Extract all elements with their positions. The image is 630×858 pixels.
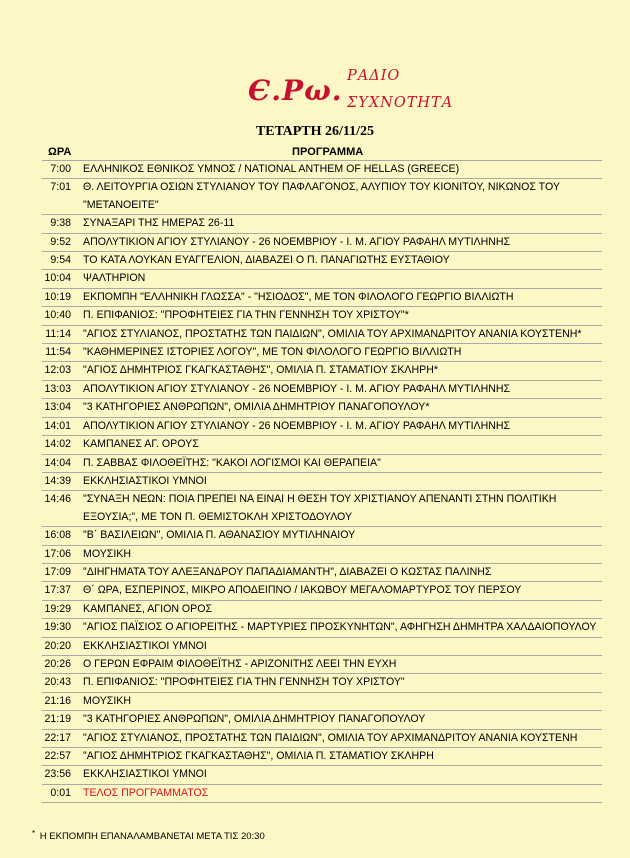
row-time: 22:57 — [44, 750, 71, 762]
row-time: 9:54 — [50, 254, 71, 267]
row-time: 11:14 — [45, 327, 71, 340]
schedule-row — [42, 619, 602, 637]
schedule-row — [42, 381, 602, 399]
row-program: ΕΛΛΗΝΙΚΟΣ ΕΘΝΙΚΟΣ ΥΜΝΟΣ / NATIONAL ANTHEM OF HELLAS (GREECE) — [83, 163, 460, 175]
footnote — [32, 829, 265, 842]
row-time: 13:04 — [44, 401, 71, 414]
time-column-header: ΩΡΑ — [48, 146, 72, 158]
schedule-row — [42, 179, 602, 215]
row-program: "ΑΓΙΟΣ ΣΤΥΛΙΑΝΟΣ, ΠΡΟΣΤΑΤΗΣ ΤΩΝ ΠΑΙΔΙΩΝ", ΟΜΙΛΙΑ ΤΟΥ ΑΡΧΙΜΑΝΔΡΙΤΟΥ ΑΝΑΝΙΑ ΚΟΥΣΤΕΝΗ — [83, 731, 578, 744]
row-program: ΕΚΚΛΗΣΙΑΣΤΙΚΟΙ ΥΜΝΟΙ — [83, 474, 207, 487]
row-time: 17:06 — [44, 547, 71, 560]
schedule-row — [42, 491, 602, 527]
footnote-asterisk: * — [32, 829, 36, 838]
schedule-row — [42, 362, 602, 380]
schedule-row — [42, 748, 602, 766]
row-time: 21:16 — [44, 694, 71, 707]
row-program: "3 ΚΑΤΗΓΟΡΙΕΣ ΑΝΘΡΩΠΩΝ", ΟΜΙΛΙΑ ΔΗΜΗΤΡΙΟΥ ΠΑΝΑΓΟΠΟΥΛΟΥ* — [83, 401, 430, 414]
row-time: 14:46 — [44, 493, 71, 506]
row-time: 10:04 — [44, 272, 71, 285]
schedule-row — [42, 638, 602, 656]
row-program: ΚΑΜΠΑΝΕΣ ΑΓ. ΟΡΟΥΣ — [83, 438, 199, 451]
schedule-row — [42, 289, 602, 307]
schedule-row — [42, 785, 602, 803]
row-program: "ΚΑΘΗΜΕΡΙΝΕΣ ΙΣΤΟΡΙΕΣ ΛΟΓΟΥ", ΜΕ ΤΟΝ ΦΙΛΟΛΟΓΟ ΓΕΩΡΓΙΟ ΒΙΛΛΙΩΤΗ — [83, 346, 462, 359]
row-program: Π. ΣΑΒΒΑΣ ΦΙΛΟΘΕΪΤΗΣ: "ΚΑΚΟΙ ΛΟΓΙΣΜΟΙ ΚΑΙ ΘΕΡΑΠΕΙΑ" — [83, 456, 381, 469]
row-time: 0:01 — [50, 786, 71, 799]
row-program: ΑΠΟΛΥΤΙΚΙΟΝ ΑΓΙΟΥ ΣΤΥΛΙΑΝΟΥ - 26 ΝΟΕΜΒΡΙΟΥ - Ι. Μ. ΑΓΙΟΥ ΡΑΦΑΗΛ ΜΥΤΙΛΗΝΗΣ — [83, 382, 511, 395]
schedule-row — [42, 455, 602, 473]
row-program: ΑΠΟΛΥΤΙΚΙΟΝ ΑΓΙΟΥ ΣΤΥΛΙΑΝΟΥ - 26 ΝΟΕΜΒΡΙΟΥ - Ι. Μ. ΑΓΙΟΥ ΡΑΦΑΗΛ ΜΥΤΙΛΗΝΗΣ — [83, 235, 511, 248]
row-time: 10:19 — [44, 290, 71, 303]
row-time: 20:43 — [44, 676, 71, 689]
row-time: 9:38 — [50, 217, 71, 230]
row-program: ΣΥΝΑΞΑΡΙ ΤΗΣ ΗΜΕΡΑΣ 26-11 — [83, 217, 235, 230]
schedule-row — [42, 161, 602, 179]
row-program: "3 ΚΑΤΗΓΟΡΙΕΣ ΑΝΘΡΩΠΩΝ", ΟΜΙΛΙΑ ΔΗΜΗΤΡΙΟΥ ΠΑΝΑΓΟΠΟΥΛΟΥ — [83, 713, 426, 726]
row-time: 20:20 — [44, 639, 71, 652]
row-time: 7:01 — [50, 181, 71, 194]
schedule-row — [42, 234, 602, 252]
row-time: 10:40 — [44, 309, 71, 322]
footnote-text: Η ΕΚΠΟΜΠΗ ΕΠΑΝΑΛΑΜΒΑΝΕΤΑΙ ΜΕΤΑ ΤΙΣ 20:30 — [39, 831, 265, 842]
row-time: 9:52 — [50, 235, 71, 248]
schedule-row — [42, 252, 602, 270]
schedule-row — [42, 473, 602, 491]
station-logo — [248, 68, 498, 116]
schedule-row — [42, 399, 602, 417]
row-program: ΚΑΜΠΑΝΕΣ, ΑΓΙΟΝ ΟΡΟΣ — [83, 602, 213, 615]
row-program: ΕΚΚΛΗΣΙΑΣΤΙΚΟΙ ΥΜΝΟΙ — [83, 639, 207, 652]
row-program: "ΑΓΙΟΣ ΔΗΜΗΤΡΙΟΣ ΓΚΑΓΚΑΣΤΑΘΗΣ", ΟΜΙΛΙΑ Π. ΣΤΑΜΑΤΙΟΥ ΣΚΛΗΡΗ — [83, 750, 434, 762]
schedule-row — [42, 693, 602, 711]
schedule-row — [42, 564, 602, 582]
logo-mark: Є.Ρω. — [248, 74, 343, 107]
schedule-row — [42, 601, 602, 619]
row-time: 21:19 — [44, 713, 71, 726]
schedule-row — [42, 656, 602, 674]
schedule-row — [42, 582, 602, 600]
schedule-row — [42, 730, 602, 748]
schedule-table — [42, 160, 602, 803]
schedule-row — [42, 326, 602, 344]
row-program: ΤΟ ΚΑΤΑ ΛΟΥΚΑΝ ΕΥΑΓΓΕΛΙΟΝ, ΔΙΑΒΑΖΕΙ Ο Π. ΠΑΝΑΓΙΩΤΗΣ ΕΥΣΤΑΘΙΟΥ — [83, 254, 450, 267]
row-program: Ο ΓΕΡΩΝ ΕΦΡΑΙΜ ΦΙΛΟΘΕΪΤΗΣ - ΑΡΙΖΟΝΙΤΗΣ ΛΕΕΙ ΤΗΝ ΕΥΧΗ — [83, 657, 397, 670]
row-time: 14:01 — [44, 419, 71, 432]
row-program: ΜΟΥΣΙΚΗ — [83, 547, 131, 560]
schedule-row — [42, 344, 602, 362]
row-program: Π. ΕΠΙΦΑΝΙΟΣ: "ΠΡΟΦΗΤΕΙΕΣ ΓΙΑ ΤΗΝ ΓΕΝΝΗΣΗ ΤΟΥ ΧΡΙΣΤΟΥ"* — [83, 309, 409, 322]
row-time: 17:09 — [44, 565, 71, 578]
row-program: ΜΟΥΣΙΚΗ — [83, 694, 131, 707]
row-program: "ΑΓΙΟΣ ΣΤΥΛΙΑΝΟΣ, ΠΡΟΣΤΑΤΗΣ ΤΩΝ ΠΑΙΔΙΩΝ", ΟΜΙΛΙΑ ΤΟΥ ΑΡΧΙΜΑΝΔΡΙΤΟΥ ΑΝΑΝΙΑ ΚΟΥΣΤΕΝΗ* — [83, 327, 582, 340]
row-program: "ΔΙΗΓΗΜΑΤΑ ΤΟΥ ΑΛΕΞΑΝΔΡΟΥ ΠΑΠΑΔΙΑΜΑΝΤΗ", ΔΙΑΒΑΖΕΙ Ο ΚΩΣΤΑΣ ΠΑΛΙΝΗΣ — [83, 565, 492, 578]
schedule-row — [42, 436, 602, 454]
row-time: 14:04 — [44, 456, 71, 469]
row-program: "ΑΓΙΟΣ ΠΑΪΣΙΟΣ Ο ΑΓΙΟΡΕΙΤΗΣ - ΜΑΡΤΥΡΙΕΣ ΠΡΟΣΚΥΝΗΤΩΝ", ΑΦΗΓΗΣΗ ΔΗΜΗΤΡΑ ΧΑΛΔΑΙΟΠΟΥΛΟΥ — [83, 621, 597, 634]
row-program: Π. ΕΠΙΦΑΝΙΟΣ: "ΠΡΟΦΗΤΕΙΕΣ ΓΙΑ ΤΗΝ ΓΕΝΝΗΣΗ ΤΟΥ ΧΡΙΣΤΟΥ" — [83, 676, 405, 689]
schedule-row — [42, 270, 602, 288]
row-program: "ΣΥΝΑΞΗ ΝΕΩΝ: ΠΟΙΑ ΠΡΕΠΕΙ ΝΑ ΕΙΝΑΙ Η ΘΕΣΗ ΤΟΥ ΧΡΙΣΤΙΑΝΟΥ ΑΠΕΝΑΝΤΙ ΣΤΗΝ ΠΟΛΙΤΙΚΗ ΕΞΟΥΣΙΑ;", ΜΕ ΤΟΝ Π. ΘΕΜΙΣΤΟΚΛΗ ΧΡΙΣΤΟΔΟΥΛΟΥ — [83, 493, 557, 523]
row-time: 14:02 — [44, 438, 71, 451]
row-time: 19:30 — [44, 621, 71, 634]
row-time: 14:39 — [44, 474, 71, 487]
schedule-row — [42, 527, 602, 545]
row-time: 22:17 — [44, 731, 71, 744]
row-time: 20:26 — [44, 657, 71, 670]
row-program: Θ΄ ΩΡΑ, ΕΣΠΕΡΙΝΟΣ, ΜΙΚΡΟ ΑΠΟΔΕΙΠΝΟ / ΙΑΚΩΒΟΥ ΜΕΓΑΛΟΜΑΡΤΥΡΟΣ ΤΟΥ ΠΕΡΣΟΥ — [83, 584, 522, 597]
row-program: ΕΚΠΟΜΠΗ "ΕΛΛΗΝΙΚΗ ΓΛΩΣΣΑ" - "ΗΣΙΟΔΟΣ", ΜΕ ΤΟΝ ΦΙΛΟΛΟΓΟ ΓΕΩΡΓΙΟ ΒΙΛΛΙΩΤΗ — [83, 290, 514, 303]
row-time: 7:00 — [50, 163, 71, 175]
row-time: 12:03 — [44, 364, 71, 377]
logo-frequency-text: ΣΥΧΝΟΤΗΤΑ — [347, 95, 454, 111]
row-program: Θ. ΛΕΙΤΟΥΡΓΙΑ ΟΣΙΩΝ ΣΤΥΛΙΑΝΟΥ ΤΟΥ ΠΑΦΛΑΓΟΝΟΣ, ΑΛΥΠΙΟΥ ΤΟΥ ΚΙΟΝΙΤΟΥ, ΝΙΚΩΝΟΣ ΤΟΥ "ΜΕΤΑΝΟΕΙΤΕ" — [83, 181, 560, 211]
row-time: 19:29 — [44, 602, 71, 615]
row-time: 16:08 — [44, 529, 71, 542]
program-column-header: ΠΡΟΓΡΑΜΜΑ — [292, 146, 364, 158]
logo-radio-text: ΡΑΔΙΟ — [347, 68, 401, 84]
schedule-row — [42, 766, 602, 784]
schedule-row — [42, 546, 602, 564]
row-time: 17:37 — [44, 584, 71, 597]
row-program: "ΑΓΙΟΣ ΔΗΜΗΤΡΙΟΣ ΓΚΑΓΚΑΣΤΑΘΗΣ", ΟΜΙΛΙΑ Π. ΣΤΑΜΑΤΙΟΥ ΣΚΛΗΡΗ* — [83, 364, 438, 377]
row-program: ΑΠΟΛΥΤΙΚΙΟΝ ΑΓΙΟΥ ΣΤΥΛΙΑΝΟΥ - 26 ΝΟΕΜΒΡΙΟΥ - Ι. Μ. ΑΓΙΟΥ ΡΑΦΑΗΛ ΜΥΤΙΛΗΝΗΣ — [83, 419, 511, 432]
row-time: 13:03 — [44, 382, 71, 395]
schedule-row — [42, 711, 602, 729]
row-program: "Β΄ ΒΑΣΙΛΕΙΩΝ", ΟΜΙΛΙΑ Π. ΑΘΑΝΑΣΙΟΥ ΜΥΤΙΛΗΝΑΙΟΥ — [83, 529, 356, 542]
schedule-row — [42, 215, 602, 233]
schedule-row — [42, 307, 602, 325]
row-program: ΕΚΚΛΗΣΙΑΣΤΙΚΟΙ ΥΜΝΟΙ — [83, 768, 207, 781]
row-time: 23:56 — [44, 768, 71, 781]
schedule-row — [42, 674, 602, 692]
row-program: ΨΑΛΤΗΡΙΟΝ — [83, 272, 146, 285]
schedule-row — [42, 418, 602, 436]
row-time: 11:54 — [45, 346, 71, 359]
schedule-date: ΤΕΤΑΡΤΗ 26/11/25 — [255, 124, 375, 139]
row-program: ΤΕΛΟΣ ΠΡΟΓΡΑΜΜΑΤΟΣ — [83, 786, 209, 799]
